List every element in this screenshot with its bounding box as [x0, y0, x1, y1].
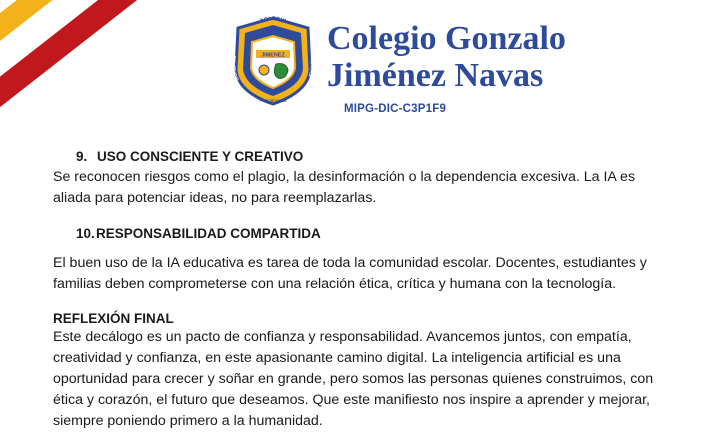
- school-name-line2: Jiménez Navas: [327, 57, 544, 94]
- section-body-9: Se reconocen riesgos como el plagio, la desinformación o la dependencia excesiva. La IA es aliada para potenciar ideas, no para reemplazarlas.: [53, 169, 636, 206]
- section-title: RESPONSABILIDAD COMPARTIDA: [96, 226, 321, 241]
- section-number: 9.: [76, 149, 88, 164]
- school-name: [327, 20, 566, 94]
- section-title: USO CONSCIENTE Y CREATIVO: [97, 149, 304, 164]
- logo-bottom-text: Floridablanca: [259, 98, 287, 103]
- corner-stripes: [0, 0, 200, 160]
- section-number: 10.: [76, 226, 95, 241]
- final-reflection-body: Este decálogo es un pacto de confianza y responsabilidad. Avancemos juntos, con empatía, creatividad y confianza, en este apasionante camino digital. La inteligencia artificial es una oportunidad para crecer y soñar en grande, pero somos las personas quienes construimos, con ética y corazón, el futuro que deseamos. Que este manifiesto nos inspire a aprender y mejorar, siempre poniendo primero a la humanidad.: [53, 329, 654, 429]
- final-reflection-heading: REFLEXIÓN FINAL: [53, 311, 174, 326]
- school-name-line1: Colegio Gonzalo: [327, 20, 566, 57]
- logo-left-text: GONZALO: [231, 54, 241, 82]
- section-heading-9: [76, 149, 303, 164]
- school-crest-logo: [228, 14, 318, 108]
- logo-right-text: NAVAS: [306, 59, 315, 78]
- logo-center-text: JIMENEZ: [261, 52, 285, 59]
- section-body-10: El buen uso de la IA educativa es tarea de toda la comunidad escolar. Docentes, estudiantes y familias deben comprometerse con una relación ética, crítica y humana con la tecnología.: [53, 255, 647, 292]
- logo-top-text: COLEGIO: [259, 16, 287, 25]
- section-heading-10: [76, 226, 321, 241]
- document-code: MIPG-DIC-C3P1F9: [344, 103, 447, 115]
